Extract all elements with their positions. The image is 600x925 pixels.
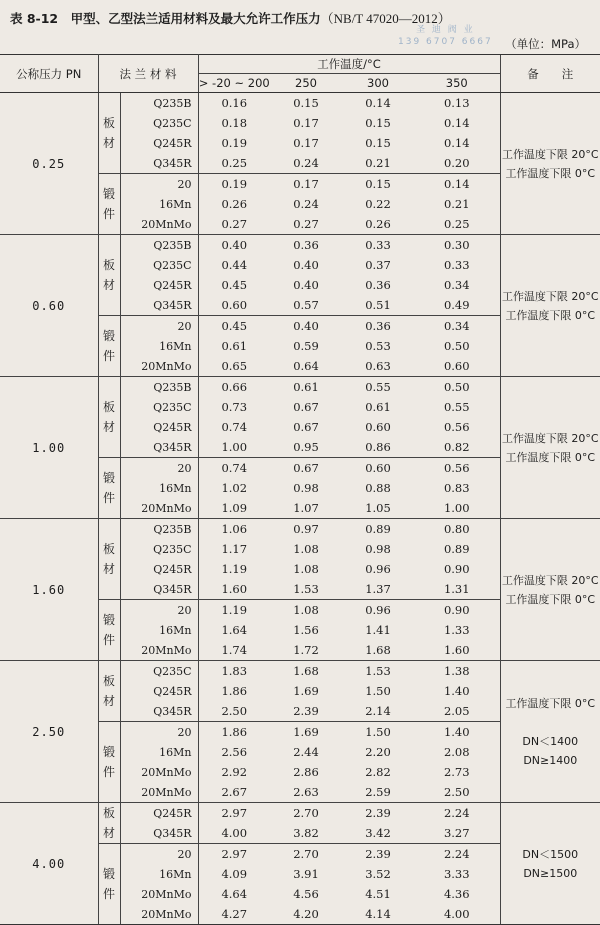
- pressure-value: 1.00: [414, 498, 500, 519]
- pressure-value: 0.21: [342, 153, 414, 174]
- category-char: 件: [102, 349, 115, 363]
- pressure-value: 0.60: [414, 356, 500, 377]
- pn-value: 2.50: [0, 661, 98, 803]
- category-label: [98, 377, 120, 458]
- note-line: 工作温度下限 20°C: [501, 147, 599, 161]
- pressure-value: 0.53: [365, 339, 391, 353]
- pressure-value: 4.00: [414, 904, 500, 925]
- pressure-value: 1.02: [221, 481, 248, 495]
- pressure-value: 2.39: [365, 806, 391, 820]
- material-name: Q245R: [120, 803, 198, 824]
- pressure-value: 0.34: [443, 319, 470, 333]
- material-name: 20: [120, 844, 198, 865]
- category-label: [98, 93, 120, 174]
- pressure-value: 2.86: [293, 765, 319, 779]
- note-line: 工作温度下限 0°C: [505, 696, 596, 710]
- pressure-value: 0.16: [221, 96, 248, 110]
- pressure-value: 1.40: [443, 684, 470, 698]
- material-name: Q245R: [120, 133, 198, 153]
- pressure-value: 0.60: [198, 295, 270, 316]
- table-title-label: 表 8-12 甲型、乙型法兰适用材料及最大允许工作压力: [10, 11, 321, 26]
- note-line: 工作温度下限 0°C: [505, 166, 596, 180]
- material-name: Q245R: [120, 681, 198, 701]
- material-name: 16Mn: [120, 194, 198, 214]
- notes-cell: [500, 519, 600, 661]
- pressure-value: 0.26: [221, 197, 248, 211]
- pressure-value: 2.24: [443, 806, 470, 820]
- category-label: [98, 316, 120, 377]
- table-title-standard: （NB/T 47020—2012）: [320, 11, 451, 26]
- category-label: [98, 174, 120, 235]
- header-notes: 备 注: [500, 55, 600, 93]
- pressure-value: 0.50: [443, 339, 470, 353]
- pressure-value: 2.50: [414, 782, 500, 803]
- watermark-line2: 139 6707 6667: [398, 37, 493, 47]
- pressure-value: 2.44: [293, 745, 319, 759]
- notes-cell: [500, 235, 600, 377]
- pressure-value: 0.90: [443, 562, 470, 576]
- pressure-value: 0.27: [270, 214, 342, 235]
- category-char: 件: [102, 207, 115, 221]
- pressure-value: 1.37: [342, 579, 414, 600]
- pressure-value: 0.15: [365, 116, 391, 130]
- note-line: [501, 713, 600, 732]
- pressure-table: [0, 54, 600, 925]
- pressure-value: 0.40: [221, 238, 248, 252]
- pressure-value: 0.61: [365, 400, 391, 414]
- category-char: 锻: [102, 329, 115, 343]
- pressure-value: 3.42: [342, 823, 414, 844]
- pressure-value: 0.90: [443, 603, 470, 617]
- material-name: 20MnMo: [120, 884, 198, 904]
- material-name: 20MnMo: [120, 904, 198, 925]
- notes-cell: [500, 377, 600, 519]
- table-row: [0, 377, 600, 398]
- notes-cell: [500, 803, 600, 925]
- material-name: Q245R: [120, 559, 198, 579]
- pressure-value: 0.24: [293, 197, 319, 211]
- pressure-value: 4.64: [221, 887, 248, 901]
- header-temp-3: 300: [342, 74, 414, 93]
- pressure-value: 2.59: [342, 782, 414, 803]
- category-char: 锻: [102, 471, 115, 485]
- pressure-value: 1.60: [414, 640, 500, 661]
- pn-value: 0.60: [0, 235, 98, 377]
- category-char: 板: [102, 806, 115, 820]
- table-row: [0, 235, 600, 256]
- category-label: [98, 600, 120, 661]
- pressure-value: 0.63: [342, 356, 414, 377]
- pressure-value: 0.96: [365, 562, 391, 576]
- pressure-value: 1.50: [365, 725, 391, 739]
- pressure-value: 0.33: [365, 238, 391, 252]
- material-name: 20MnMo: [120, 782, 198, 803]
- pressure-value: 0.40: [293, 278, 319, 292]
- pressure-value: 0.34: [443, 278, 470, 292]
- pressure-value: 1.00: [198, 437, 270, 458]
- category-char: 材: [102, 562, 115, 576]
- pressure-value: 2.05: [414, 701, 500, 722]
- pressure-value: 0.15: [365, 177, 391, 191]
- note-line: 工作温度下限 20°C: [501, 573, 599, 587]
- pressure-value: 1.33: [443, 623, 470, 637]
- pressure-value: 1.05: [342, 498, 414, 519]
- note-line: DN＜1500: [522, 847, 579, 861]
- pressure-value: 0.83: [443, 481, 470, 495]
- pressure-value: 1.68: [342, 640, 414, 661]
- category-label: [98, 844, 120, 925]
- pressure-value: 1.08: [293, 542, 319, 556]
- material-name: 20MnMo: [120, 214, 198, 235]
- pressure-value: 3.82: [270, 823, 342, 844]
- pressure-value: 4.00: [198, 823, 270, 844]
- material-name: Q235C: [120, 113, 198, 133]
- pn-value: 0.25: [0, 93, 98, 235]
- watermark: [398, 24, 493, 48]
- pressure-value: 1.50: [365, 684, 391, 698]
- category-char: 锻: [102, 745, 115, 759]
- pressure-value: 4.51: [365, 887, 391, 901]
- material-name: 20: [120, 174, 198, 195]
- pressure-value: 0.19: [221, 177, 248, 191]
- pressure-value: 0.89: [443, 542, 470, 556]
- pressure-value: 4.56: [293, 887, 319, 901]
- pressure-value: 0.21: [443, 197, 470, 211]
- material-name: Q345R: [120, 437, 198, 458]
- pressure-value: 0.45: [221, 319, 248, 333]
- pressure-value: 0.50: [443, 380, 470, 394]
- pressure-value: 0.56: [443, 420, 470, 434]
- watermark-line1: 圣 迪 阀 业: [416, 25, 475, 35]
- pressure-value: 0.49: [414, 295, 500, 316]
- pressure-value: 2.97: [221, 806, 248, 820]
- pressure-value: 1.64: [221, 623, 248, 637]
- pressure-value: 1.68: [293, 664, 319, 678]
- pressure-value: 0.98: [293, 481, 319, 495]
- category-char: 件: [102, 491, 115, 505]
- note-line: DN＜1400: [522, 734, 579, 748]
- pressure-value: 0.19: [221, 136, 248, 150]
- pressure-value: 1.17: [221, 542, 248, 556]
- pressure-value: 1.06: [221, 522, 248, 536]
- table-row: [0, 803, 600, 824]
- pressure-value: 2.20: [365, 745, 391, 759]
- pressure-value: 0.40: [293, 319, 319, 333]
- category-char: 材: [102, 278, 115, 292]
- material-name: Q345R: [120, 823, 198, 844]
- category-char: 件: [102, 887, 115, 901]
- pressure-value: 1.69: [293, 684, 319, 698]
- material-name: Q235C: [120, 255, 198, 275]
- pressure-value: 0.30: [443, 238, 470, 252]
- pressure-value: 0.17: [293, 116, 319, 130]
- pressure-value: 0.33: [443, 258, 470, 272]
- material-name: 20MnMo: [120, 356, 198, 377]
- pressure-value: 2.92: [221, 765, 248, 779]
- pressure-value: 0.24: [270, 153, 342, 174]
- pressure-value: 0.56: [443, 461, 470, 475]
- category-char: 材: [102, 136, 115, 150]
- header-temp-2: 250: [270, 74, 342, 93]
- pressure-value: 0.22: [365, 197, 391, 211]
- pressure-value: 2.14: [342, 701, 414, 722]
- pressure-value: 0.60: [365, 420, 391, 434]
- pressure-value: 1.74: [198, 640, 270, 661]
- pressure-value: 0.36: [365, 319, 391, 333]
- material-name: 20MnMo: [120, 640, 198, 661]
- category-label: [98, 458, 120, 519]
- pressure-value: 0.26: [342, 214, 414, 235]
- pressure-value: 3.27: [414, 823, 500, 844]
- category-label: [98, 235, 120, 316]
- pressure-value: 1.53: [365, 664, 391, 678]
- pressure-value: 2.39: [270, 701, 342, 722]
- pn-value: 4.00: [0, 803, 98, 925]
- pressure-value: 0.67: [293, 420, 319, 434]
- material-name: Q345R: [120, 153, 198, 174]
- pressure-value: 0.20: [414, 153, 500, 174]
- pressure-value: 0.14: [443, 116, 470, 130]
- notes-cell: [500, 661, 600, 803]
- pressure-value: 0.55: [443, 400, 470, 414]
- material-name: 20: [120, 458, 198, 479]
- pressure-value: 1.31: [414, 579, 500, 600]
- pressure-value: 2.63: [270, 782, 342, 803]
- material-name: Q245R: [120, 275, 198, 295]
- table-row: [0, 93, 600, 114]
- pressure-value: 3.33: [443, 867, 470, 881]
- material-name: 20MnMo: [120, 762, 198, 782]
- pressure-value: 0.66: [221, 380, 248, 394]
- pressure-value: 1.38: [443, 664, 470, 678]
- material-name: Q235B: [120, 519, 198, 540]
- material-name: Q235B: [120, 235, 198, 256]
- pressure-value: 0.55: [365, 380, 391, 394]
- pressure-value: 2.39: [365, 847, 391, 861]
- category-char: 件: [102, 765, 115, 779]
- pressure-value: 0.44: [221, 258, 248, 272]
- note-line: DN≥1400: [523, 753, 578, 767]
- material-name: Q345R: [120, 701, 198, 722]
- pressure-value: 0.65: [198, 356, 270, 377]
- pressure-value: 1.08: [293, 562, 319, 576]
- pressure-value: 4.36: [443, 887, 470, 901]
- pressure-value: 1.09: [198, 498, 270, 519]
- pressure-value: 0.97: [293, 522, 319, 536]
- pressure-value: 0.40: [293, 258, 319, 272]
- pressure-value: 1.86: [221, 684, 248, 698]
- pressure-value: 1.19: [221, 562, 248, 576]
- pressure-value: 0.14: [365, 96, 391, 110]
- material-name: Q235C: [120, 661, 198, 682]
- header-temperature: 工作温度/°C: [198, 55, 500, 74]
- note-line: 工作温度下限 0°C: [505, 450, 596, 464]
- header-temp-1: > -20 ~ 200: [198, 74, 270, 93]
- note-line: 工作温度下限 20°C: [501, 289, 599, 303]
- pressure-value: 0.98: [365, 542, 391, 556]
- pressure-value: 0.18: [221, 116, 248, 130]
- category-char: 锻: [102, 187, 115, 201]
- pressure-value: 3.91: [293, 867, 319, 881]
- pressure-value: 0.14: [443, 177, 470, 191]
- category-char: 材: [102, 826, 115, 840]
- table-row: [0, 661, 600, 682]
- category-label: [98, 722, 120, 803]
- pressure-value: 0.14: [443, 136, 470, 150]
- pressure-value: 0.73: [221, 400, 248, 414]
- unit-label: （单位：MPa）: [505, 37, 586, 51]
- pressure-value: 4.14: [342, 904, 414, 925]
- pressure-value: 3.52: [365, 867, 391, 881]
- pressure-value: 0.86: [342, 437, 414, 458]
- pressure-value: 0.96: [365, 603, 391, 617]
- header-pn: 公称压力 PN: [0, 55, 98, 93]
- pressure-value: 4.27: [198, 904, 270, 925]
- pressure-value: 1.86: [221, 725, 248, 739]
- material-name: 16Mn: [120, 742, 198, 762]
- material-name: 20: [120, 600, 198, 621]
- pressure-value: 0.80: [443, 522, 470, 536]
- pressure-value: 2.24: [443, 847, 470, 861]
- notes-cell: [500, 93, 600, 235]
- pressure-value: 1.83: [221, 664, 248, 678]
- pressure-value: 2.50: [198, 701, 270, 722]
- pressure-value: 0.67: [293, 461, 319, 475]
- table-title: [10, 8, 600, 27]
- material-name: Q235B: [120, 93, 198, 114]
- pressure-value: 1.19: [221, 603, 248, 617]
- category-char: 材: [102, 694, 115, 708]
- material-name: Q235C: [120, 539, 198, 559]
- table-row: [0, 519, 600, 540]
- pressure-value: 0.57: [270, 295, 342, 316]
- note-line: 工作温度下限 0°C: [505, 592, 596, 606]
- category-char: 板: [102, 400, 115, 414]
- category-label: [98, 519, 120, 600]
- material-name: Q235C: [120, 397, 198, 417]
- pressure-value: 0.82: [414, 437, 500, 458]
- pressure-value: 2.82: [365, 765, 391, 779]
- category-char: 板: [102, 258, 115, 272]
- material-name: Q345R: [120, 295, 198, 316]
- pressure-value: 2.70: [293, 847, 319, 861]
- pressure-value: 2.73: [443, 765, 470, 779]
- header-temp-4: 350: [414, 74, 500, 93]
- pressure-value: 0.25: [414, 214, 500, 235]
- pressure-value: 4.20: [270, 904, 342, 925]
- pressure-value: 0.17: [293, 136, 319, 150]
- pressure-value: 1.60: [198, 579, 270, 600]
- pressure-value: 0.95: [270, 437, 342, 458]
- pressure-value: 0.60: [365, 461, 391, 475]
- material-name: 16Mn: [120, 864, 198, 884]
- category-char: 件: [102, 633, 115, 647]
- pressure-value: 0.59: [293, 339, 319, 353]
- pressure-value: 4.09: [221, 867, 248, 881]
- pressure-value: 2.70: [293, 806, 319, 820]
- pressure-value: 2.08: [443, 745, 470, 759]
- pressure-value: 0.74: [221, 420, 248, 434]
- pressure-value: 0.37: [365, 258, 391, 272]
- note-line: 工作温度下限 0°C: [505, 308, 596, 322]
- pressure-value: 0.25: [198, 153, 270, 174]
- material-name: 16Mn: [120, 620, 198, 640]
- category-char: 板: [102, 542, 115, 556]
- pressure-value: 1.69: [293, 725, 319, 739]
- pressure-value: 0.17: [293, 177, 319, 191]
- pressure-value: 0.67: [293, 400, 319, 414]
- pressure-value: 1.41: [365, 623, 391, 637]
- pn-value: 1.60: [0, 519, 98, 661]
- pressure-value: 0.13: [443, 96, 470, 110]
- pressure-value: 0.88: [365, 481, 391, 495]
- material-name: Q235B: [120, 377, 198, 398]
- material-name: 16Mn: [120, 336, 198, 356]
- material-name: Q345R: [120, 579, 198, 600]
- pressure-value: 0.74: [221, 461, 248, 475]
- pressure-value: 2.97: [221, 847, 248, 861]
- pressure-value: 0.36: [365, 278, 391, 292]
- pressure-value: 1.08: [293, 603, 319, 617]
- note-line: 工作温度下限 20°C: [501, 431, 599, 445]
- pressure-value: 0.36: [293, 238, 319, 252]
- pressure-value: 0.45: [221, 278, 248, 292]
- pressure-value: 0.51: [342, 295, 414, 316]
- category-label: [98, 803, 120, 844]
- pressure-value: 0.61: [221, 339, 248, 353]
- pressure-value: 0.15: [365, 136, 391, 150]
- category-char: 锻: [102, 613, 115, 627]
- category-char: 材: [102, 420, 115, 434]
- pressure-value: 0.27: [198, 214, 270, 235]
- pn-value: 1.00: [0, 377, 98, 519]
- pressure-value: 1.56: [293, 623, 319, 637]
- category-char: 锻: [102, 867, 115, 881]
- note-line: DN≥1500: [523, 866, 578, 880]
- pressure-value: 0.64: [270, 356, 342, 377]
- category-char: 板: [102, 674, 115, 688]
- material-name: 20: [120, 316, 198, 337]
- pressure-value: 1.53: [270, 579, 342, 600]
- pressure-value: 2.67: [198, 782, 270, 803]
- pressure-value: 0.61: [293, 380, 319, 394]
- category-label: [98, 661, 120, 722]
- pressure-value: 0.89: [365, 522, 391, 536]
- header-material: 法 兰 材 料: [98, 55, 198, 93]
- pressure-value: 2.56: [221, 745, 248, 759]
- material-name: 16Mn: [120, 478, 198, 498]
- pressure-value: 1.72: [270, 640, 342, 661]
- pressure-value: 0.15: [293, 96, 319, 110]
- material-name: 20MnMo: [120, 498, 198, 519]
- material-name: Q245R: [120, 417, 198, 437]
- pressure-value: 1.40: [443, 725, 470, 739]
- pressure-value: 1.07: [270, 498, 342, 519]
- category-char: 板: [102, 116, 115, 130]
- material-name: 20: [120, 722, 198, 743]
